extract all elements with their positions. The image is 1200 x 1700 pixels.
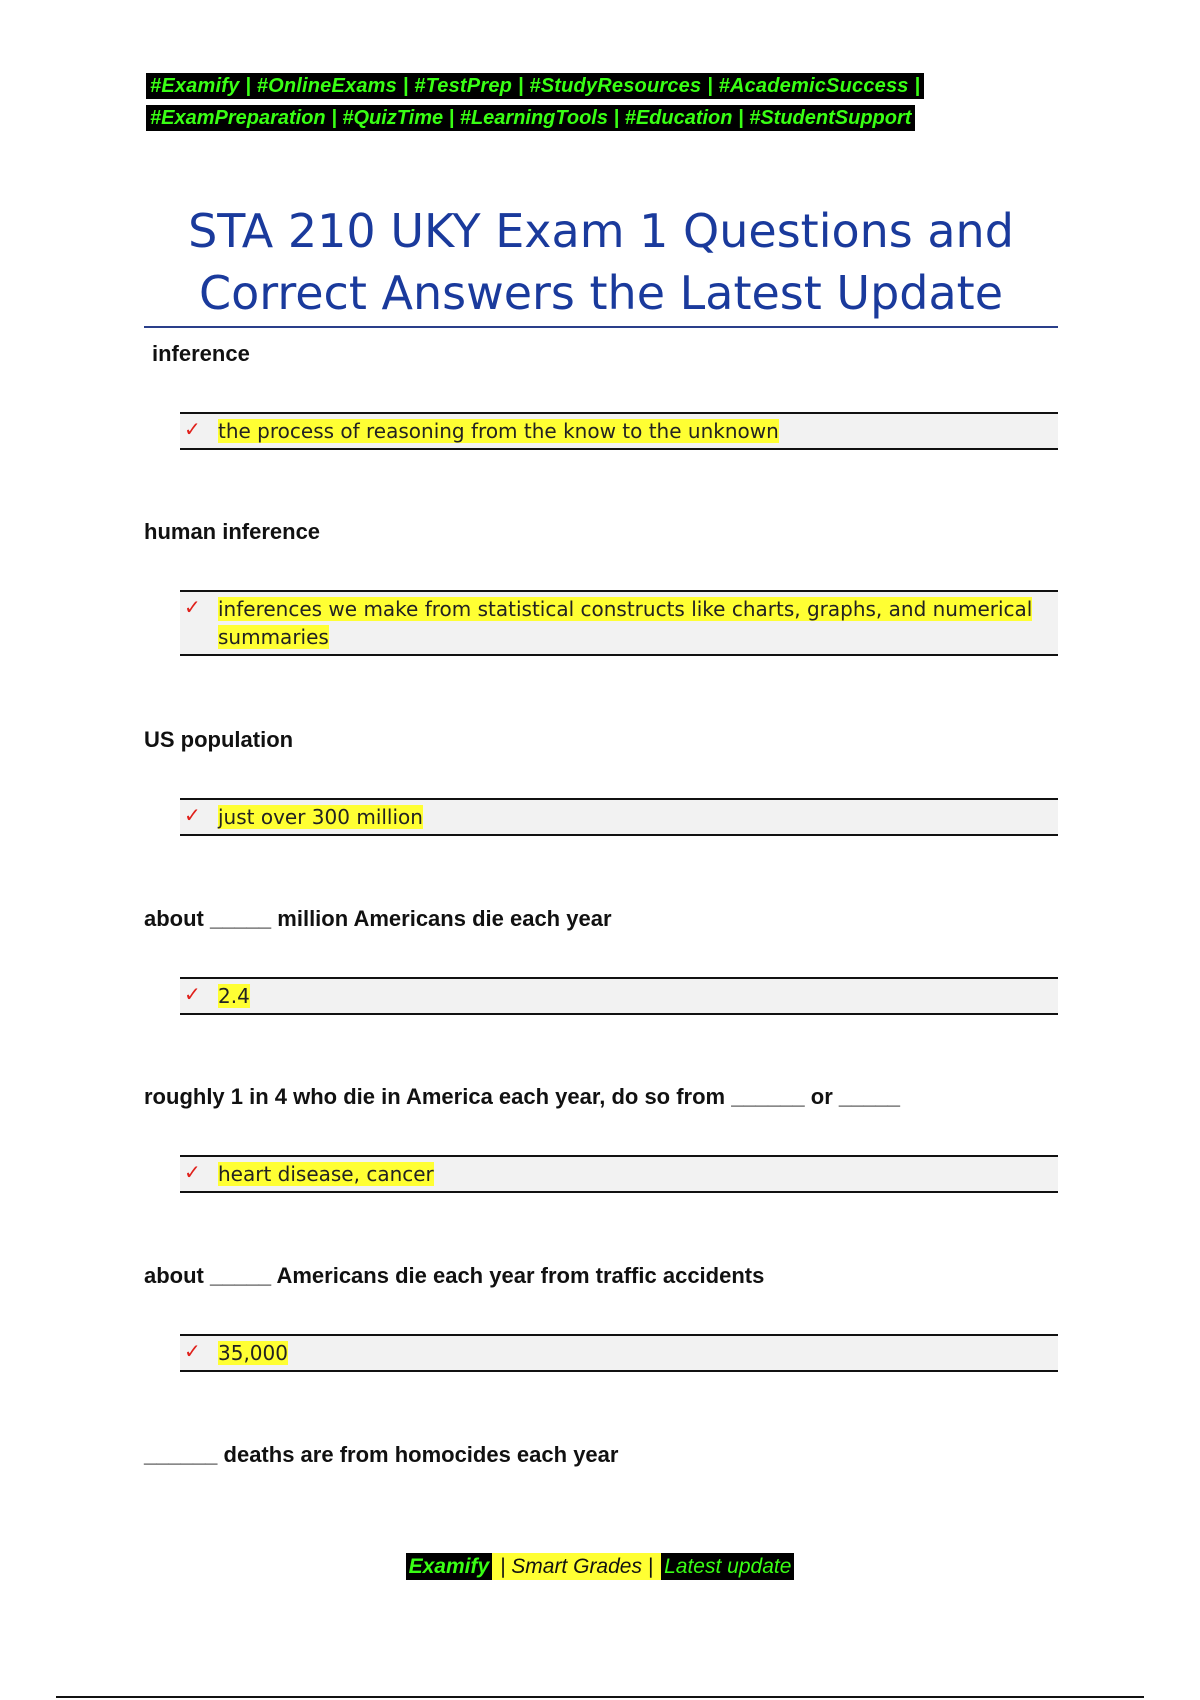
check-icon: ✓ (184, 803, 201, 827)
qa-item (144, 340, 1058, 450)
answer-text-line-1: inferences we make from statistical constructs like charts, graphs, and numerical (218, 597, 1033, 621)
answer-box (180, 798, 1058, 836)
question-text: about _____ million Americans die each year (144, 906, 612, 931)
hashtag-text-2: #ExamPreparation | #QuizTime | #LearningTools | #Education | #StudentSupport (146, 105, 915, 131)
answer-box (180, 1334, 1058, 1372)
question-text: human inference (144, 519, 321, 544)
answer-box (180, 590, 1058, 656)
question-text: inference (152, 341, 250, 366)
footer (0, 1553, 1200, 1581)
hashtag-line-1 (146, 70, 1058, 102)
title-line-1: STA 210 UKY Exam 1 Questions and (188, 204, 1014, 258)
footer-tagline: | Smart Grades | (494, 1555, 660, 1578)
footer-latest-update: Latest update (661, 1553, 794, 1580)
hashtag-line-2 (146, 102, 1058, 134)
page-title (144, 200, 1058, 324)
answer-text: just over 300 million (218, 805, 423, 829)
check-icon: ✓ (184, 982, 201, 1006)
answer-text: heart disease, cancer (218, 1162, 434, 1186)
hashtag-text-1: #Examify | #OnlineExams | #TestPrep | #StudyResources | #AcademicSuccess | (146, 73, 924, 99)
qa-item (144, 1441, 1058, 1481)
question-text: US population (144, 727, 294, 752)
answer-text: the process of reasoning from the know to the unknown (218, 419, 779, 443)
title-line-2: Correct Answers the Latest Update (198, 266, 1003, 320)
check-icon: ✓ (184, 1160, 201, 1184)
footer-brand: Examify (406, 1553, 493, 1580)
title-divider (144, 326, 1058, 328)
bottom-divider (56, 1696, 1144, 1698)
qa-item (144, 1083, 1058, 1193)
question-text: roughly 1 in 4 who die in America each year, do so from ______ or _____ (144, 1084, 901, 1109)
answer-box (180, 977, 1058, 1015)
qa-item (144, 905, 1058, 1015)
answer-box (180, 412, 1058, 450)
qa-item (144, 518, 1058, 658)
answer-text-line-2: summaries (218, 625, 329, 649)
check-icon: ✓ (184, 595, 201, 619)
check-icon: ✓ (184, 1339, 201, 1363)
answer-text: 2.4 (218, 984, 250, 1008)
qa-item (144, 726, 1058, 836)
question-text: ______ deaths are from homocides each year (144, 1442, 619, 1467)
answer-box (180, 1155, 1058, 1193)
check-icon: ✓ (184, 417, 201, 441)
question-text: about _____ Americans die each year from traffic accidents (144, 1263, 765, 1288)
hashtag-banner (146, 70, 1058, 134)
qa-item (144, 1262, 1058, 1372)
answer-text: 35,000 (218, 1341, 288, 1365)
